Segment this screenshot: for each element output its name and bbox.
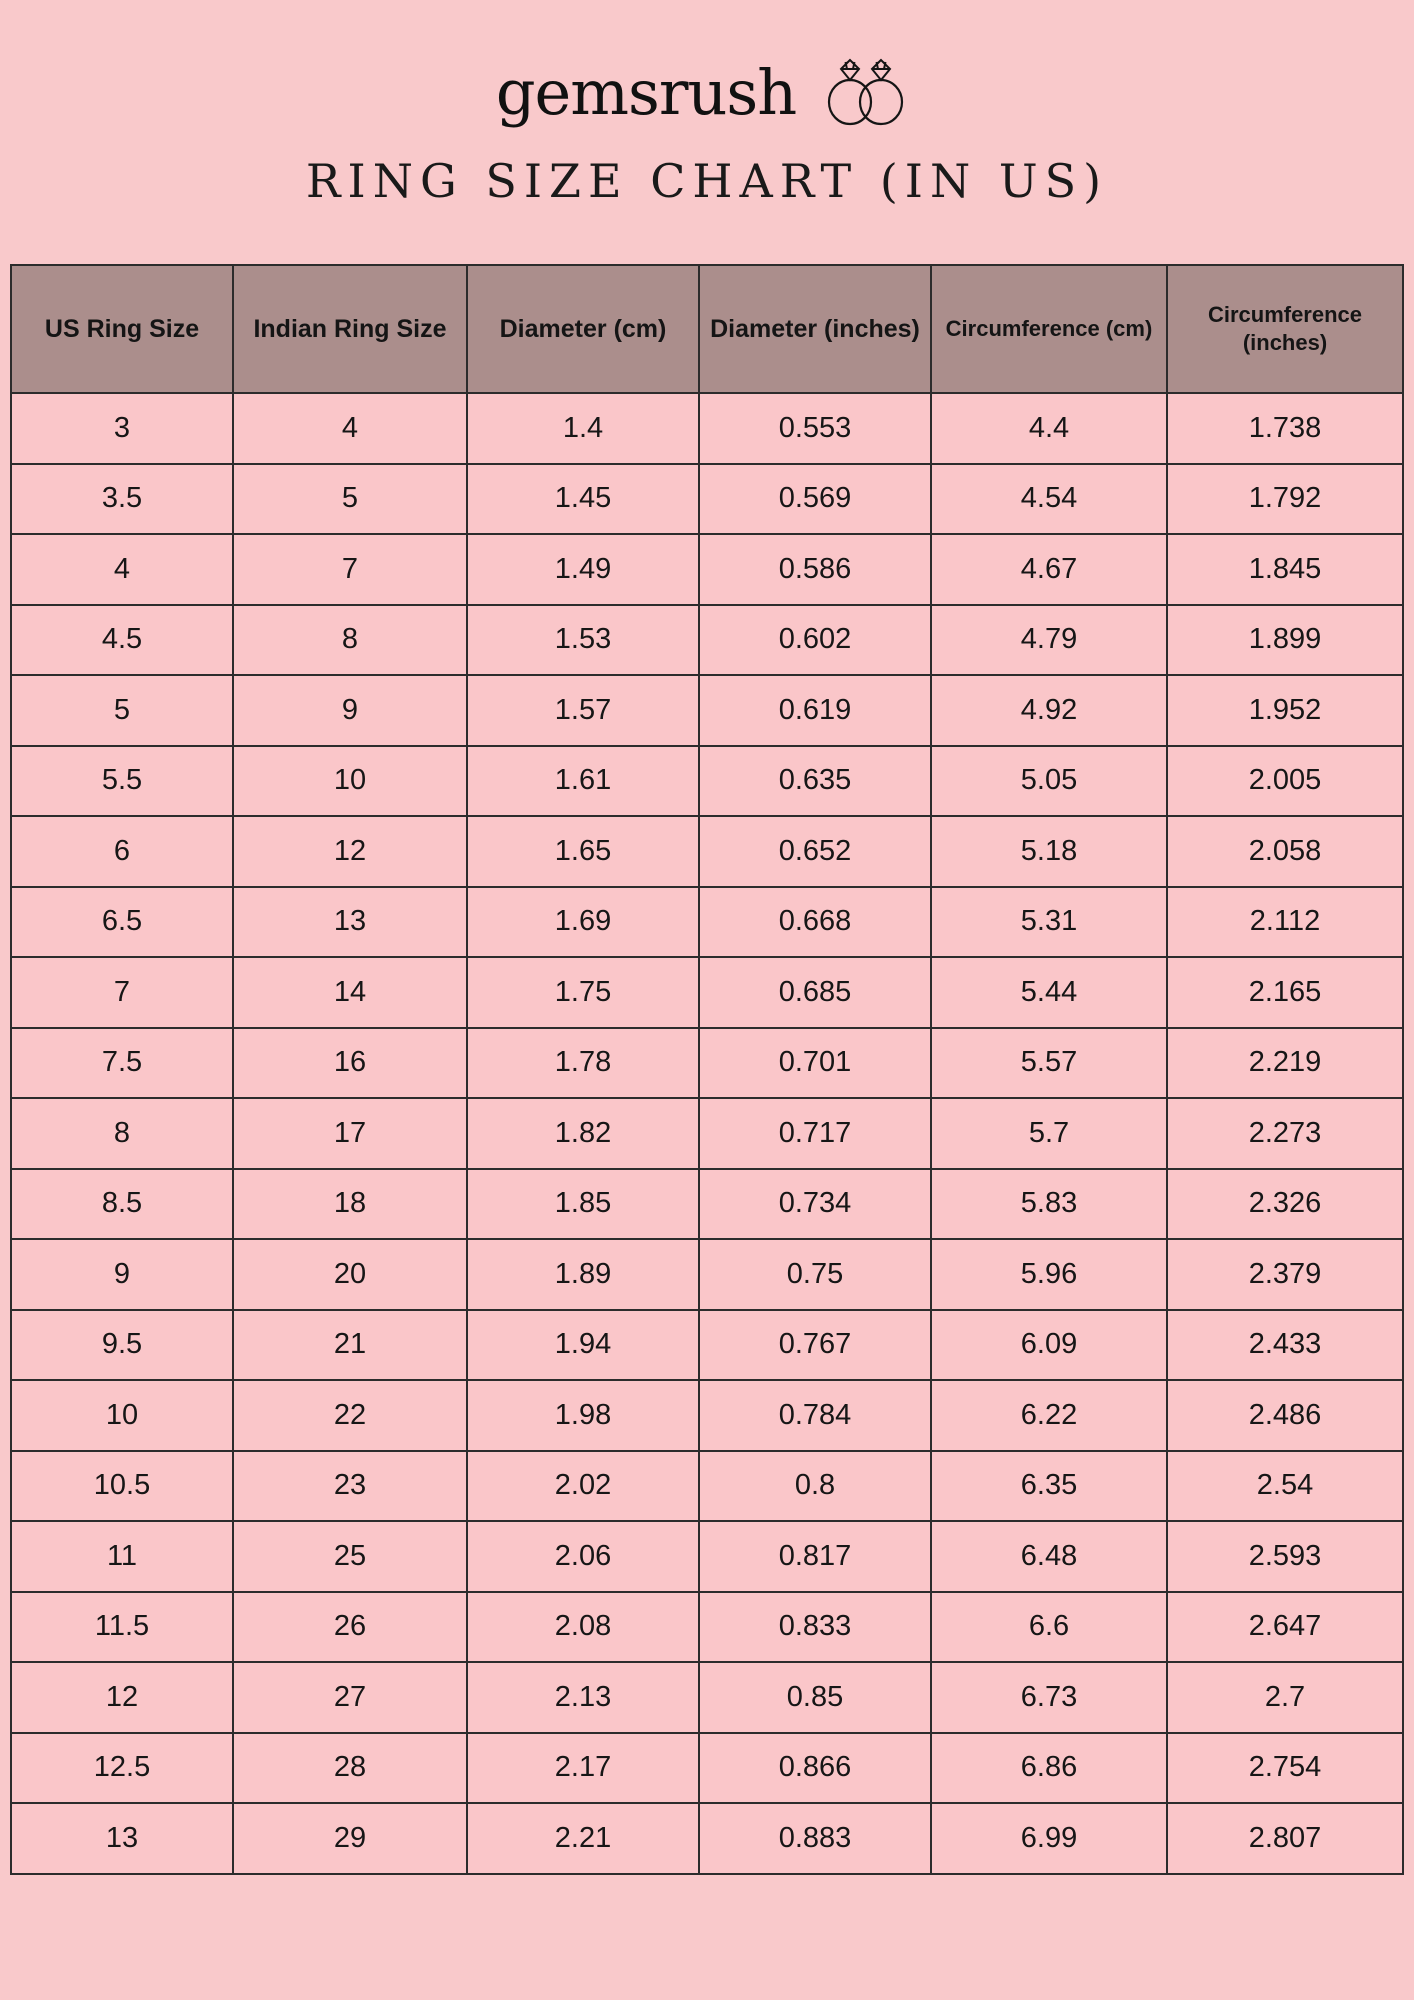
table-row	[11, 1451, 1403, 1522]
table-cell: 2.433	[1167, 1310, 1403, 1381]
ring-size-table	[10, 264, 1404, 1875]
table-cell: 7	[11, 957, 233, 1028]
table-cell: 1.4	[467, 393, 699, 464]
table-cell: 16	[233, 1028, 467, 1099]
table-cell: 0.635	[699, 746, 931, 817]
table-cell: 5.7	[931, 1098, 1167, 1169]
table-cell: 0.717	[699, 1098, 931, 1169]
table-row	[11, 746, 1403, 817]
table-cell: 8.5	[11, 1169, 233, 1240]
table-cell: 6.99	[931, 1803, 1167, 1874]
table-row	[11, 957, 1403, 1028]
table-cell: 13	[233, 887, 467, 958]
table-header	[11, 265, 1403, 393]
table-row	[11, 393, 1403, 464]
table-cell: 2.112	[1167, 887, 1403, 958]
table-cell: 2.486	[1167, 1380, 1403, 1451]
table-row	[11, 1803, 1403, 1874]
table-cell: 0.817	[699, 1521, 931, 1592]
table-cell: 4	[233, 393, 467, 464]
column-header-circumference-inches: Circumference (inches)	[1167, 265, 1403, 393]
table-cell: 1.845	[1167, 534, 1403, 605]
table-cell: 18	[233, 1169, 467, 1240]
table-row	[11, 816, 1403, 887]
table-cell: 17	[233, 1098, 467, 1169]
table-header-row	[11, 265, 1403, 393]
table-cell: 0.767	[699, 1310, 931, 1381]
table-cell: 0.866	[699, 1733, 931, 1804]
table-row	[11, 1028, 1403, 1099]
table-cell: 5.18	[931, 816, 1167, 887]
table-row	[11, 887, 1403, 958]
table-cell: 0.668	[699, 887, 931, 958]
table-cell: 0.701	[699, 1028, 931, 1099]
table-cell: 25	[233, 1521, 467, 1592]
table-cell: 2.754	[1167, 1733, 1403, 1804]
table-cell: 0.602	[699, 605, 931, 676]
double-ring-icon	[814, 54, 918, 128]
table-row	[11, 1521, 1403, 1592]
table-row	[11, 464, 1403, 535]
table-cell: 1.61	[467, 746, 699, 817]
table-cell: 1.738	[1167, 393, 1403, 464]
table-cell: 6.48	[931, 1521, 1167, 1592]
column-header-circumference-cm: Circumference (cm)	[931, 265, 1167, 393]
table-cell: 13	[11, 1803, 233, 1874]
table-cell: 4.67	[931, 534, 1167, 605]
table-cell: 0.8	[699, 1451, 931, 1522]
table-cell: 4.92	[931, 675, 1167, 746]
table-cell: 2.13	[467, 1662, 699, 1733]
table-cell: 11	[11, 1521, 233, 1592]
table-cell: 4.79	[931, 605, 1167, 676]
table-row	[11, 1169, 1403, 1240]
table-cell: 5.96	[931, 1239, 1167, 1310]
table-cell: 21	[233, 1310, 467, 1381]
table-cell: 2.54	[1167, 1451, 1403, 1522]
table-row	[11, 1310, 1403, 1381]
table-row	[11, 1662, 1403, 1733]
table-body	[11, 393, 1403, 1874]
table-cell: 0.619	[699, 675, 931, 746]
table-cell: 11.5	[11, 1592, 233, 1663]
table-cell: 1.89	[467, 1239, 699, 1310]
table-cell: 0.685	[699, 957, 931, 1028]
table-cell: 0.569	[699, 464, 931, 535]
table-cell: 1.899	[1167, 605, 1403, 676]
table-cell: 5	[233, 464, 467, 535]
table-cell: 5.44	[931, 957, 1167, 1028]
table-cell: 2.06	[467, 1521, 699, 1592]
table-cell: 8	[11, 1098, 233, 1169]
table-cell: 1.49	[467, 534, 699, 605]
brand-header	[496, 46, 918, 132]
table-cell: 14	[233, 957, 467, 1028]
table-cell: 5.83	[931, 1169, 1167, 1240]
table-cell: 7	[233, 534, 467, 605]
column-header-diameter-cm: Diameter (cm)	[467, 265, 699, 393]
table-cell: 3.5	[11, 464, 233, 535]
table-cell: 5.5	[11, 746, 233, 817]
table-cell: 12.5	[11, 1733, 233, 1804]
table-cell: 6.35	[931, 1451, 1167, 1522]
table-cell: 1.82	[467, 1098, 699, 1169]
table-row	[11, 1239, 1403, 1310]
table-cell: 0.553	[699, 393, 931, 464]
table-cell: 6.5	[11, 887, 233, 958]
column-header-indian-ring-size: Indian Ring Size	[233, 265, 467, 393]
table-cell: 6.09	[931, 1310, 1167, 1381]
table-cell: 1.53	[467, 605, 699, 676]
table-cell: 2.165	[1167, 957, 1403, 1028]
page-title: RING SIZE CHART (IN US)	[305, 154, 1109, 208]
table-cell: 0.586	[699, 534, 931, 605]
table-row	[11, 534, 1403, 605]
table-cell: 0.734	[699, 1169, 931, 1240]
table-cell: 2.593	[1167, 1521, 1403, 1592]
table-cell: 9.5	[11, 1310, 233, 1381]
table-cell: 6.73	[931, 1662, 1167, 1733]
table-cell: 27	[233, 1662, 467, 1733]
table-cell: 2.379	[1167, 1239, 1403, 1310]
table-cell: 2.326	[1167, 1169, 1403, 1240]
table-cell: 2.219	[1167, 1028, 1403, 1099]
table-cell: 6.22	[931, 1380, 1167, 1451]
table-cell: 0.883	[699, 1803, 931, 1874]
table-row	[11, 1592, 1403, 1663]
column-header-diameter-inches: Diameter (inches)	[699, 265, 931, 393]
table-cell: 0.85	[699, 1662, 931, 1733]
table-cell: 2.807	[1167, 1803, 1403, 1874]
table-row	[11, 605, 1403, 676]
table-cell: 12	[11, 1662, 233, 1733]
table-cell: 4.5	[11, 605, 233, 676]
table-container	[7, 264, 1407, 1875]
table-cell: 2.02	[467, 1451, 699, 1522]
table-cell: 23	[233, 1451, 467, 1522]
table-cell: 6.86	[931, 1733, 1167, 1804]
table-cell: 20	[233, 1239, 467, 1310]
table-cell: 2.647	[1167, 1592, 1403, 1663]
table-cell: 1.57	[467, 675, 699, 746]
table-cell: 10.5	[11, 1451, 233, 1522]
table-cell: 3	[11, 393, 233, 464]
table-cell: 6	[11, 816, 233, 887]
table-cell: 10	[233, 746, 467, 817]
table-cell: 2.08	[467, 1592, 699, 1663]
table-cell: 9	[233, 675, 467, 746]
table-cell: 2.273	[1167, 1098, 1403, 1169]
table-cell: 22	[233, 1380, 467, 1451]
table-cell: 1.792	[1167, 464, 1403, 535]
column-header-us-ring-size: US Ring Size	[11, 265, 233, 393]
table-cell: 28	[233, 1733, 467, 1804]
table-cell: 1.85	[467, 1169, 699, 1240]
table-cell: 1.65	[467, 816, 699, 887]
table-cell: 4	[11, 534, 233, 605]
table-cell: 10	[11, 1380, 233, 1451]
table-cell: 0.75	[699, 1239, 931, 1310]
table-row	[11, 675, 1403, 746]
table-cell: 29	[233, 1803, 467, 1874]
table-cell: 6.6	[931, 1592, 1167, 1663]
table-cell: 0.784	[699, 1380, 931, 1451]
table-cell: 8	[233, 605, 467, 676]
table-cell: 0.833	[699, 1592, 931, 1663]
table-cell: 1.94	[467, 1310, 699, 1381]
brand-name: gemsrush	[495, 56, 797, 129]
table-row	[11, 1098, 1403, 1169]
table-cell: 5	[11, 675, 233, 746]
table-cell: 1.45	[467, 464, 699, 535]
table-cell: 12	[233, 816, 467, 887]
table-cell: 1.952	[1167, 675, 1403, 746]
table-cell: 4.4	[931, 393, 1167, 464]
table-cell: 5.57	[931, 1028, 1167, 1099]
table-cell: 26	[233, 1592, 467, 1663]
table-row	[11, 1380, 1403, 1451]
table-cell: 1.69	[467, 887, 699, 958]
table-cell: 2.058	[1167, 816, 1403, 887]
table-cell: 1.98	[467, 1380, 699, 1451]
table-cell: 5.05	[931, 746, 1167, 817]
table-cell: 5.31	[931, 887, 1167, 958]
table-cell: 2.005	[1167, 746, 1403, 817]
table-cell: 9	[11, 1239, 233, 1310]
table-cell: 4.54	[931, 464, 1167, 535]
table-cell: 1.75	[467, 957, 699, 1028]
table-cell: 7.5	[11, 1028, 233, 1099]
table-cell: 2.17	[467, 1733, 699, 1804]
table-cell: 2.7	[1167, 1662, 1403, 1733]
table-cell: 1.78	[467, 1028, 699, 1099]
table-cell: 0.652	[699, 816, 931, 887]
table-row	[11, 1733, 1403, 1804]
table-cell: 2.21	[467, 1803, 699, 1874]
